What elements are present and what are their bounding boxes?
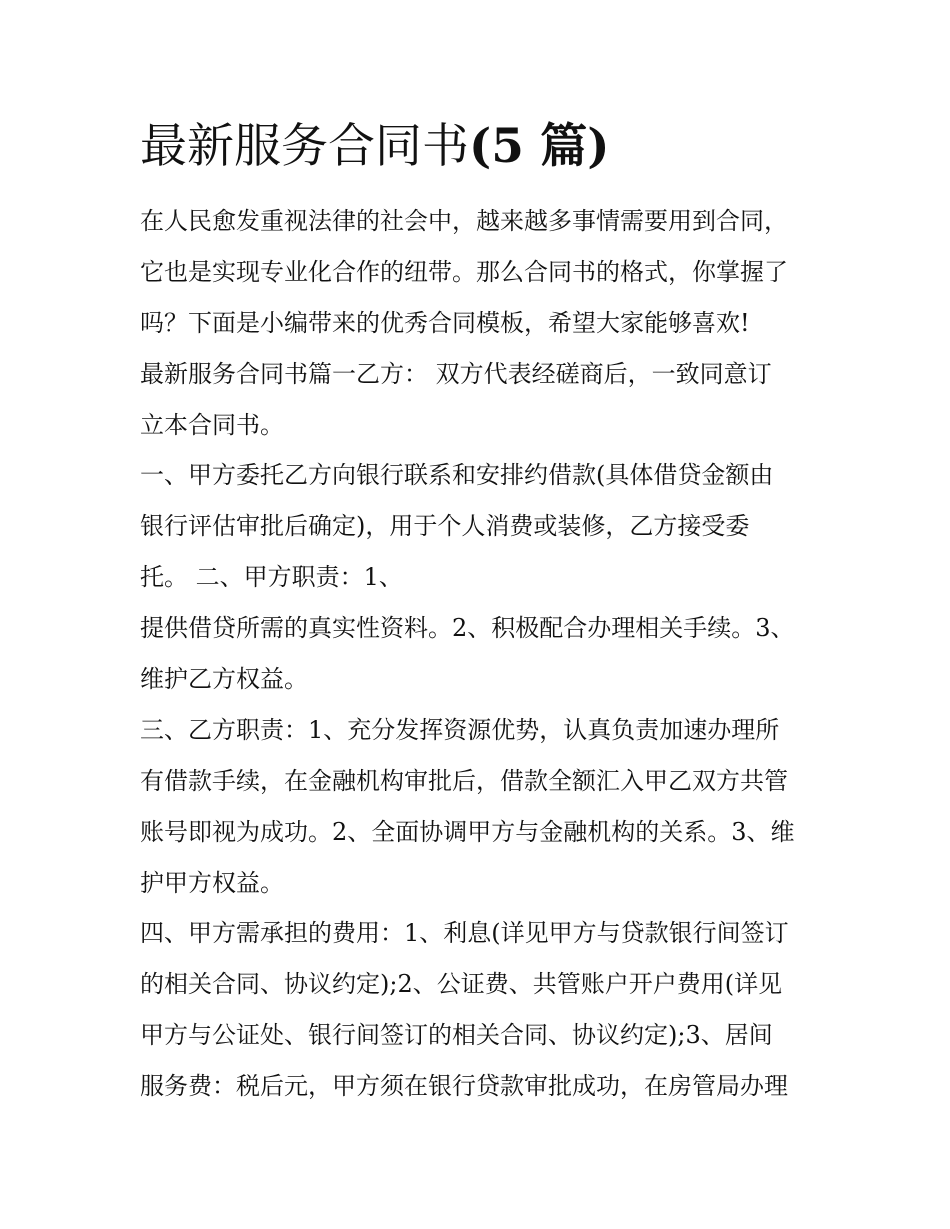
text-line: 吗？下面是小编带来的优秀合同模板，希望大家能够喜欢! [140,308,750,337]
text-line: 提供借贷所需的真实性资料。2、积极配合办理相关手续。3、 [140,614,795,643]
text-line: 最新服务合同书篇一乙方： 双方代表经磋商后，一致同意订 [140,359,772,388]
document-body [140,196,840,1112]
text-line: 甲方与公证处、银行间签订的相关合同、协议约定);3、居间 [140,1021,773,1050]
text-line: 账号即视为成功。2、全面协调甲方与金融机构的关系。3、维 [140,817,795,846]
text-line: 的相关合同、协议约定);2、公证费、共管账户开户费用(详见 [140,970,783,999]
text-line: 四、甲方需承担的费用：1、利息(详见甲方与贷款银行间签订 [140,919,789,948]
text-line: 银行评估审批后确定)，用于个人消费或装修，乙方接受委 [140,512,750,541]
text-line: 立本合同书。 [140,410,284,439]
page-title [140,112,610,182]
text-line: 在人民愈发重视法律的社会中，越来越多事情需要用到合同， [140,207,788,235]
text-line: 护甲方权益。 [140,868,284,897]
text-line: 维护乙方权益。 [140,665,308,694]
text-line: 托。 二、甲方职责：1、 [140,563,403,592]
title-suffix-text: (5 篇) [469,119,610,174]
text-line: 服务费：税后元，甲方须在银行贷款审批成功，在房管局办理 [140,1072,788,1101]
text-line: 一、甲方委托乙方向银行联系和安排约借款(具体借贷金额由 [140,461,774,490]
title-main-text: 最新服务合同书 [140,119,469,174]
text-line: 它也是实现专业化合作的纽带。那么合同书的格式，你掌握了 [140,257,788,286]
text-line: 三、乙方职责：1、充分发挥资源优势，认真负责加速办理所 [140,715,780,744]
text-line: 有借款手续，在金融机构审批后，借款全额汇入甲乙双方共管 [140,766,788,795]
